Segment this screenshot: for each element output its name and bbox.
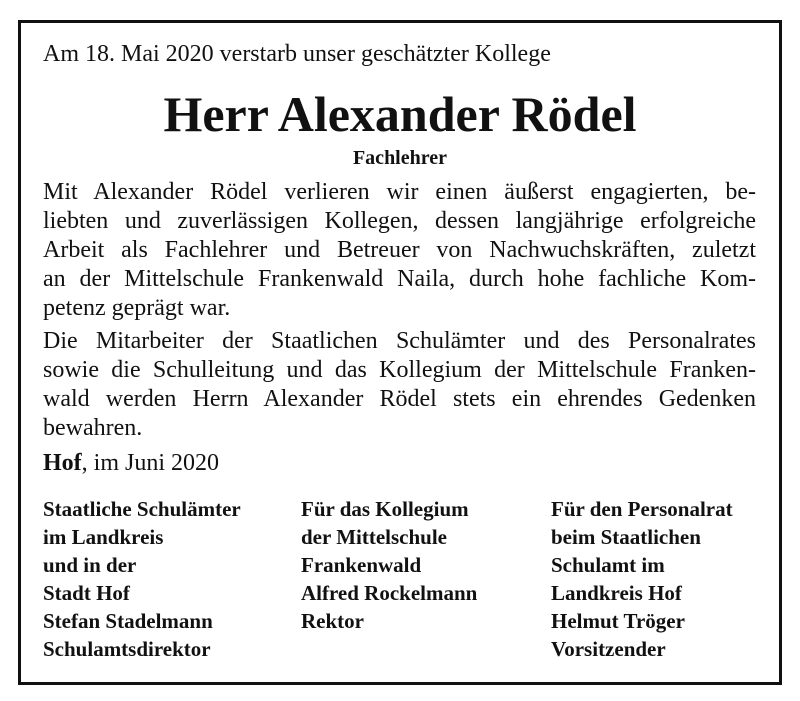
signature-line: der Mittelschule bbox=[301, 525, 447, 549]
text-line: Mit Alexander Rödel verlieren wir einen äußerst engagierten, be- bbox=[43, 179, 756, 205]
signature-line: Alfred Rockelmann bbox=[301, 581, 478, 605]
text-line: petenz geprägt war. bbox=[43, 295, 231, 321]
text-line: liebten und zuverlässigen Kollegen, dessen langjährige erfolgreiche bbox=[43, 208, 756, 234]
signature-line: Schulamtsdirektor bbox=[43, 637, 211, 661]
place-date bbox=[43, 448, 219, 478]
remembrance-paragraph bbox=[43, 327, 756, 443]
text-line: sowie die Schulleitung und das Kollegium der Mittelschule Franken- bbox=[43, 357, 756, 383]
signature-line: Stefan Stadelmann bbox=[43, 609, 213, 633]
signature-line: Für das Kollegium bbox=[301, 497, 469, 521]
deceased-name: Herr Alexander Rödel bbox=[163, 86, 637, 142]
text-line: Die Mitarbeiter der Staatlichen Schulämter und des Personalrates bbox=[43, 328, 756, 354]
signature-block-schulamt bbox=[43, 495, 241, 663]
text-line: Arbeit als Fachlehrer und Betreuer von Nachwuchskräften, zuletzt bbox=[43, 237, 756, 263]
date-text: , im Juni 2020 bbox=[81, 450, 220, 476]
signature-line: im Landkreis bbox=[43, 525, 164, 549]
place-name: Hof bbox=[43, 450, 82, 476]
signature-line: Frankenwald bbox=[301, 553, 422, 577]
signature-line: beim Staatlichen bbox=[551, 525, 701, 549]
signature-block-personalrat bbox=[551, 495, 733, 663]
signature-block-kollegium bbox=[301, 495, 477, 635]
intro-line: Am 18. Mai 2020 verstarb unser geschätzter Kollege bbox=[43, 41, 551, 67]
signature-line: Stadt Hof bbox=[43, 581, 130, 605]
signature-line: Staatliche Schulämter bbox=[43, 497, 241, 521]
signature-line: Schulamt im bbox=[551, 553, 665, 577]
signature-line: Für den Personalrat bbox=[551, 497, 733, 521]
signature-line: Helmut Tröger bbox=[551, 609, 685, 633]
signature-line: Rektor bbox=[301, 609, 364, 633]
signature-line: Vorsitzender bbox=[551, 637, 666, 661]
deceased-role: Fachlehrer bbox=[352, 147, 448, 169]
text-line: an der Mittelschule Frankenwald Naila, durch hohe fachliche Kom- bbox=[43, 266, 756, 292]
signature-line: und in der bbox=[43, 553, 137, 577]
text-line: wald werden Herrn Alexander Rödel stets ein ehrendes Gedenken bbox=[43, 386, 756, 412]
tribute-paragraph bbox=[43, 178, 756, 323]
signature-line: Landkreis Hof bbox=[551, 581, 682, 605]
text-line: bewahren. bbox=[43, 415, 143, 441]
